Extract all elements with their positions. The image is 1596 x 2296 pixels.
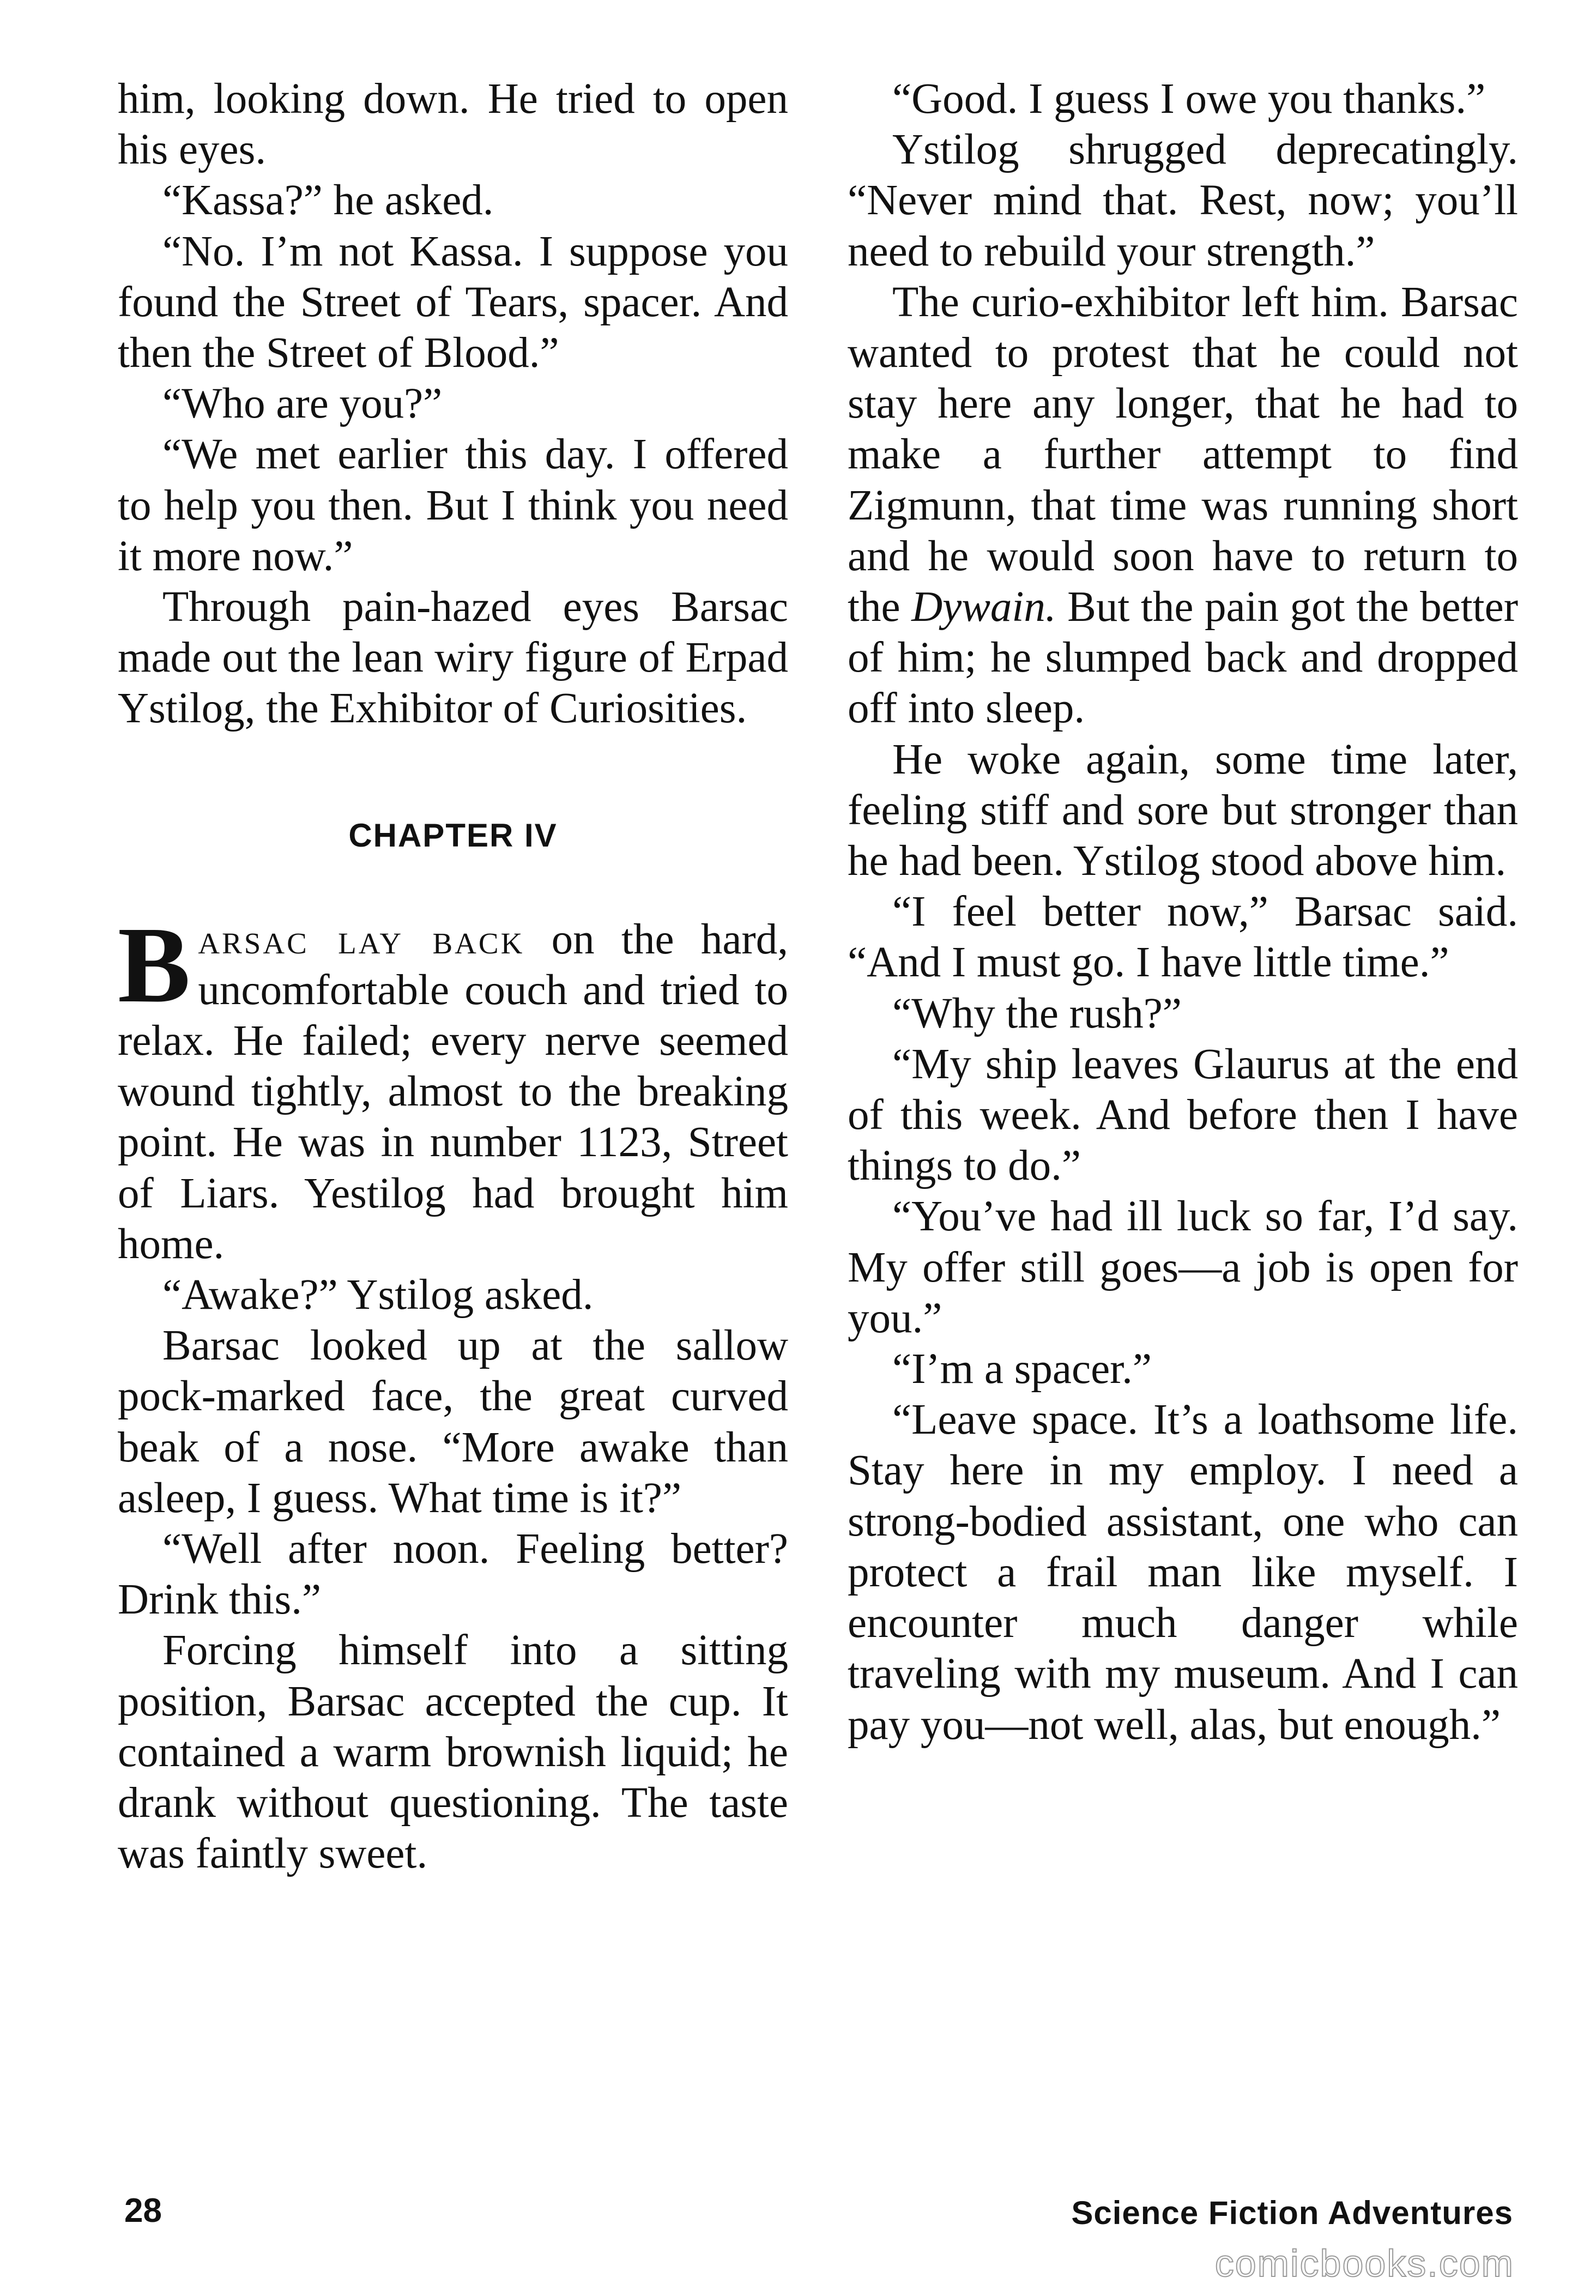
opening-text: on the hard, uncomfortable couch and tried to relax. He failed; every nerve seemed wound tightly, almost to the breaking point. He was in number 1123, Street of Liars. Yestilog had brought him home. [118, 915, 788, 1268]
paragraph-text: But the pain got the better of him; he slumped back and dropped off into sleep. [848, 583, 1518, 733]
paragraph: Ystilog shrugged deprecatingly. “Never mind that. Rest, now; you’ll need to rebuild your strength.” [848, 126, 1518, 275]
chapter-heading: CHAPTER IV [348, 817, 558, 854]
paragraph: “I feel better now,” Barsac said. “And I must go. I have little time.” [848, 888, 1518, 987]
paragraph: “Awake?” Ystilog asked. [162, 1271, 594, 1319]
paragraph: He woke again, some time later, feeling stiff and sore but stronger than he had been. Ystilog stood above him. [848, 735, 1518, 885]
paragraph: “Who are you?” [162, 380, 443, 428]
paragraph [848, 277, 1518, 734]
paragraph: “Good. I guess I owe you thanks.” [892, 75, 1486, 123]
drop-cap: B [118, 904, 191, 1025]
paragraph: “My ship leaves Glaurus at the end of this week. And before then I have things to do.” [848, 1040, 1518, 1190]
paragraph: “Well after noon. Feeling better? Drink this.” [118, 1525, 788, 1624]
paragraph: “You’ve had ill luck so far, I’d say. My offer still goes—a job is open for you.” [848, 1193, 1518, 1342]
paragraph: “Leave space. It’s a loathsome life. Stay here in my employ. I need a strong-bodied assistant, one who can protect a frail man like myself. I encounter much danger while traveling with my museum. And I can pay you—not well, alas, but enough.” [848, 1396, 1518, 1749]
page-number: 28 [124, 2192, 162, 2229]
right-text-column [848, 74, 1518, 1750]
paragraph: “We met earlier this day. I offered to help you then. But I think you need it more now.” [118, 431, 788, 580]
paragraph: Through pain-hazed eyes Barsac made out the lean wiry figure of Erpad Ystilog, the Exhibitor of Curiosities. [118, 583, 788, 733]
paragraph: Forcing himself into a sitting position, Barsac accepted the cup. It contained a warm brownish liquid; he drank without questioning. The taste was faintly sweet. [118, 1627, 788, 1878]
paragraph-text: The curio-exhibitor left him. Barsac wanted to protest that he could not stay here any longer, that he had to make a further attempt to find Zigmunn, that time was running short and he would soon have to return to the [848, 278, 1518, 631]
watermark: comicbooks.com [1214, 2242, 1514, 2285]
paragraph: Barsac looked up at the sallow pock-marked face, the great curved beak of a nose. “More awake than asleep, I guess. What time is it?” [118, 1322, 788, 1522]
paragraph: “No. I’m not Kassa. I suppose you found the Street of Tears, spacer. And then the Street of Blood.” [118, 227, 788, 377]
magazine-title: Science Fiction Adventures [1071, 2195, 1513, 2231]
opening-small-caps: arsac lay back [198, 915, 525, 963]
chapter-opening-paragraph [118, 904, 788, 1270]
paragraph: “Kassa?” he asked. [162, 177, 494, 225]
ship-name: Dywain. [911, 583, 1056, 631]
paragraph: “Why the rush?” [892, 989, 1182, 1037]
paragraph: “I’m a spacer.” [892, 1345, 1152, 1393]
paragraph: him, looking down. He tried to open his eyes. [118, 75, 788, 174]
left-text-column [118, 74, 788, 1880]
